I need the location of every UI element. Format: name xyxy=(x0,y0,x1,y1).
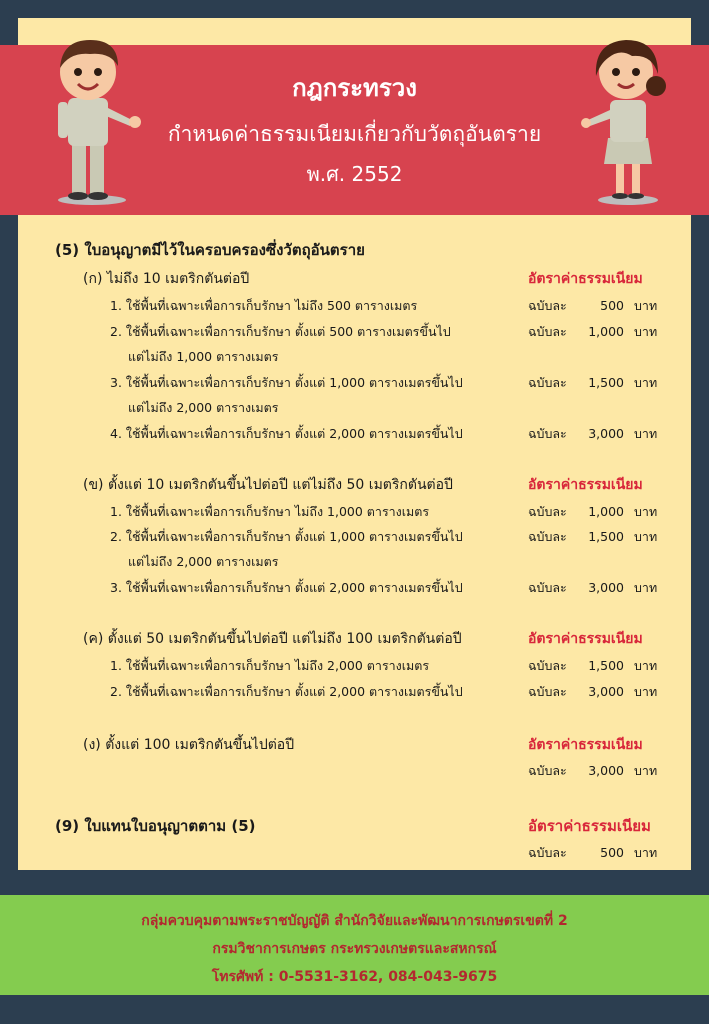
fee-amount: ฉบับละ 3,000 บาท xyxy=(528,684,658,699)
group-kho-khwai-heading: (ค) ตั้งแต่ 50 เมตริกตันขึ้นไปต่อปี แต่ไม่ถึง 100 เมตริกตันต่อปี xyxy=(83,631,462,647)
list-item: 2. ใช้พื้นที่เฉพาะเพื่อการเก็บรักษา ตั้งแต่ 2,000 ตารางเมตรขึ้นไป xyxy=(110,684,463,699)
page-subtitle: กำหนดค่าธรรมเนียมเกี่ยวกับวัตถุอันตราย xyxy=(167,122,542,146)
fee-amount: ฉบับละ 500 บาท xyxy=(528,845,658,860)
group-ngo-heading: (ง) ตั้งแต่ 100 เมตริกตันขึ้นไปต่อปี xyxy=(83,737,295,753)
footer-phone: โทรศัพท์ : 0-5531-3162, 084-043-9675 xyxy=(211,969,498,985)
group-ka-heading: (ก) ไม่ถึง 10 เมตริกตันต่อปี xyxy=(83,271,250,287)
section-9-rate-label: อัตราค่าธรรมเนียม xyxy=(528,817,651,835)
fee-amount: ฉบับละ 1,000 บาท xyxy=(528,324,658,339)
fee-amount: ฉบับละ 3,000 บาท xyxy=(528,763,658,778)
list-item: 2. ใช้พื้นที่เฉพาะเพื่อการเก็บรักษา ตั้งแต่ 1,000 ตารางเมตรขึ้นไป xyxy=(110,529,463,544)
list-item: 2. ใช้พื้นที่เฉพาะเพื่อการเก็บรักษา ตั้งแต่ 500 ตารางเมตรขึ้นไป xyxy=(110,324,451,339)
group-kho-heading: (ข) ตั้งแต่ 10 เมตริกตันขึ้นไปต่อปี แต่ไม่ถึง 50 เมตริกตันต่อปี xyxy=(83,477,453,493)
list-item: 3. ใช้พื้นที่เฉพาะเพื่อการเก็บรักษา ตั้งแต่ 1,000 ตารางเมตรขึ้นไป xyxy=(110,375,463,390)
list-item-continuation: แต่ไม่ถึง 2,000 ตารางเมตร xyxy=(128,554,279,569)
fee-amount: ฉบับละ 1,000 บาท xyxy=(528,504,658,519)
list-item: 4. ใช้พื้นที่เฉพาะเพื่อการเก็บรักษา ตั้งแต่ 2,000 ตารางเมตรขึ้นไป xyxy=(110,426,463,441)
list-item-continuation: แต่ไม่ถึง 2,000 ตารางเมตร xyxy=(128,400,279,415)
section-9-title: (9) ใบแทนใบอนุญาตตาม (5) xyxy=(55,817,256,835)
list-item: 1. ใช้พื้นที่เฉพาะเพื่อการเก็บรักษา ไม่ถึง 1,000 ตารางเมตร xyxy=(110,504,430,519)
list-item: 1. ใช้พื้นที่เฉพาะเพื่อการเก็บรักษา ไม่ถึง 500 ตารางเมตร xyxy=(110,298,418,313)
fee-amount: ฉบับละ 1,500 บาท xyxy=(528,529,658,544)
group-kho-khwai-rate-label: อัตราค่าธรรมเนียม xyxy=(528,631,643,647)
group-ngo-rate-label: อัตราค่าธรรมเนียม xyxy=(528,737,643,753)
fee-amount: ฉบับละ 500 บาท xyxy=(528,298,658,313)
fee-amount: ฉบับละ 1,500 บาท xyxy=(528,658,658,673)
fee-amount: ฉบับละ 1,500 บาท xyxy=(528,375,658,390)
fee-amount: ฉบับละ 3,000 บาท xyxy=(528,426,658,441)
page-year: พ.ศ. 2552 xyxy=(306,162,403,186)
list-item: 1. ใช้พื้นที่เฉพาะเพื่อการเก็บรักษา ไม่ถึง 2,000 ตารางเมตร xyxy=(110,658,430,673)
footer-department: กรมวิชาการเกษตร กระทรวงเกษตรและสหกรณ์ xyxy=(212,941,497,957)
fee-amount: ฉบับละ 3,000 บาท xyxy=(528,580,658,595)
page-title: กฎกระทรวง xyxy=(292,74,417,102)
group-kho-rate-label: อัตราค่าธรรมเนียม xyxy=(528,477,643,493)
footer-agency: กลุ่มควบคุมตามพระราชบัญญัติ สำนักวิจัยและพัฒนาการเกษตรเขตที่ 2 xyxy=(141,913,568,929)
list-item-continuation: แต่ไม่ถึง 1,000 ตารางเมตร xyxy=(128,349,279,364)
section-5-title: (5) ใบอนุญาตมีไว้ในครอบครองซึ่งวัตถุอันตราย xyxy=(55,241,365,259)
list-item: 3. ใช้พื้นที่เฉพาะเพื่อการเก็บรักษา ตั้งแต่ 2,000 ตารางเมตรขึ้นไป xyxy=(110,580,463,595)
group-ka-rate-label: อัตราค่าธรรมเนียม xyxy=(528,271,643,287)
